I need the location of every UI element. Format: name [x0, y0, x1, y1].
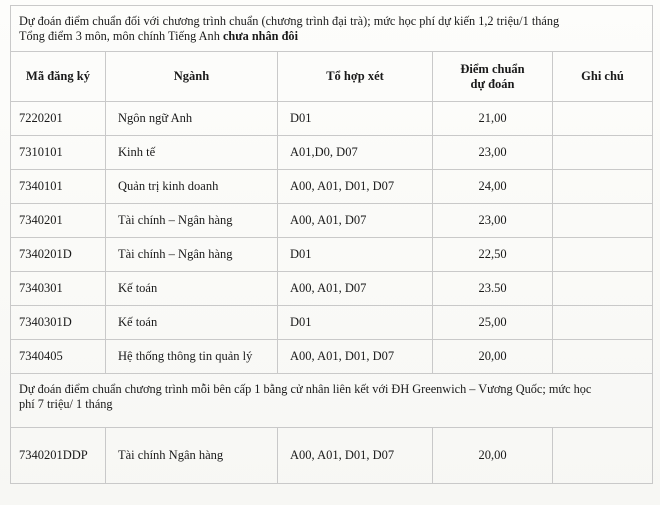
note-joint-program: [11, 374, 653, 428]
cell-score: 22,50: [433, 238, 553, 272]
header-code: Mã đăng ký: [11, 52, 106, 102]
table-row: [11, 238, 653, 272]
cell-score: 23.50: [433, 272, 553, 306]
cell-code: 7310101: [11, 136, 106, 170]
cell-combo: A00, A01, D07: [278, 204, 433, 238]
note-standard-line2-text: Tổng điểm 3 môn, môn chính Tiếng Anh: [19, 28, 223, 43]
cell-note: [553, 102, 653, 136]
cell-note: [553, 204, 653, 238]
cell-score: 21,00: [433, 102, 553, 136]
cell-major: Kế toán: [106, 272, 278, 306]
cell-score: 20,00: [433, 428, 553, 484]
cell-major: Kinh tế: [106, 136, 278, 170]
cell-code: 7220201: [11, 102, 106, 136]
table-row: [11, 340, 653, 374]
header-score-line2: dự đoán: [470, 76, 515, 91]
cell-code: 7340301D: [11, 306, 106, 340]
cell-score: 24,00: [433, 170, 553, 204]
cell-combo: A00, A01, D07: [278, 272, 433, 306]
cell-major: Kế toán: [106, 306, 278, 340]
cell-code: 7340405: [11, 340, 106, 374]
header-note: Ghi chú: [553, 52, 653, 102]
cell-note: [553, 428, 653, 484]
cell-combo: A01,D0, D07: [278, 136, 433, 170]
cell-combo: D01: [278, 306, 433, 340]
cell-major: Quản trị kinh doanh: [106, 170, 278, 204]
note-standard-cell: [11, 6, 653, 52]
cell-code: 7340301: [11, 272, 106, 306]
header-score: [433, 52, 553, 102]
note-joint-line2: phí 7 triệu/ 1 tháng: [19, 397, 113, 411]
cell-major: Hệ thống thông tin quản lý: [106, 340, 278, 374]
cell-code: 7340201DDP: [11, 428, 106, 484]
cell-combo: D01: [278, 238, 433, 272]
cell-combo: A00, A01, D01, D07: [278, 428, 433, 484]
table-row: [11, 428, 653, 484]
cell-combo: A00, A01, D01, D07: [278, 170, 433, 204]
cell-code: 7340201: [11, 204, 106, 238]
cell-combo: D01: [278, 102, 433, 136]
table-row: [11, 306, 653, 340]
cell-note: [553, 272, 653, 306]
header-combo: Tổ hợp xét: [278, 52, 433, 102]
header-score-line1: Điểm chuẩn: [460, 61, 525, 76]
cell-code: 7340201D: [11, 238, 106, 272]
note-standard-line1: Dự đoán điểm chuẩn đối với chương trình chuẩn (chương trình đại trà); mức học phí dự kiến 1,2 triệu/1 tháng: [19, 13, 560, 28]
table-row: [11, 170, 653, 204]
header-major: Ngành: [106, 52, 278, 102]
cell-combo: A00, A01, D01, D07: [278, 340, 433, 374]
table-row: [11, 136, 653, 170]
table-row: [11, 272, 653, 306]
table-row: [11, 102, 653, 136]
cell-score: 20,00: [433, 340, 553, 374]
note-joint-line1: Dự đoán điểm chuẩn chương trình mỗi bên cấp 1 bằng cử nhân liên kết với ĐH Greenwich – Vương Quốc; mức học: [19, 382, 592, 396]
note-joint-cell: [11, 374, 653, 428]
cell-score: 25,00: [433, 306, 553, 340]
table-header-row: [11, 52, 653, 102]
note-standard-line2: [19, 29, 644, 44]
cell-note: [553, 306, 653, 340]
cell-note: [553, 170, 653, 204]
cell-major: Tài chính – Ngân hàng: [106, 238, 278, 272]
cell-major: Ngôn ngữ Anh: [106, 102, 278, 136]
cell-code: 7340101: [11, 170, 106, 204]
cell-score: 23,00: [433, 136, 553, 170]
admission-score-table: [10, 5, 653, 484]
cell-major: Tài chính Ngân hàng: [106, 428, 278, 484]
cell-note: [553, 136, 653, 170]
note-standard-line2-bold: chưa nhân đôi: [222, 28, 298, 43]
cell-score: 23,00: [433, 204, 553, 238]
cell-note: [553, 340, 653, 374]
note-standard-program: [11, 6, 653, 52]
cell-major: Tài chính – Ngân hàng: [106, 204, 278, 238]
table-row: [11, 204, 653, 238]
cell-note: [553, 238, 653, 272]
